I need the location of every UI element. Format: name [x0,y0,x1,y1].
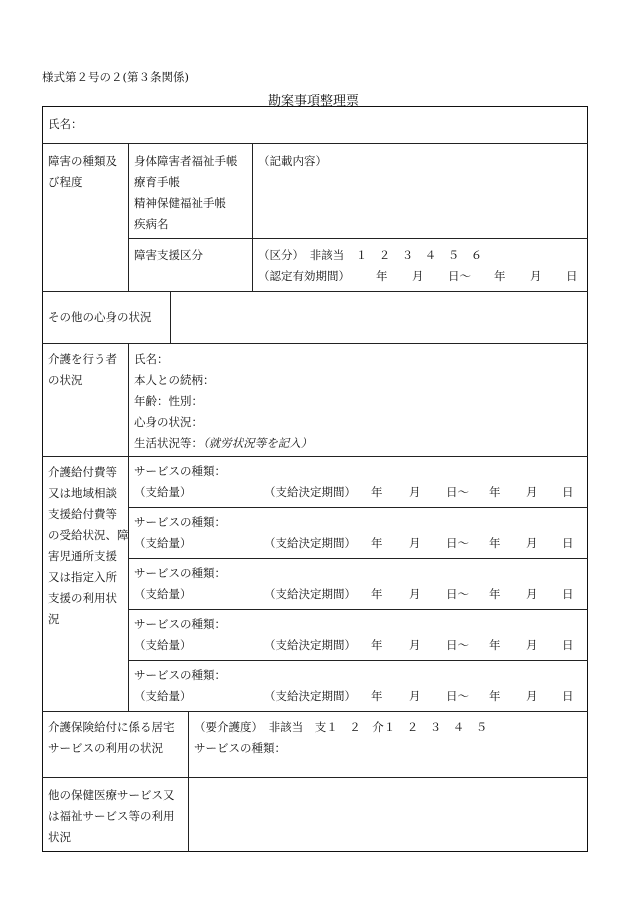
row-divider [42,291,588,292]
subrow-divider [128,238,588,239]
subrow-divider [128,558,588,559]
subrow-divider [128,609,588,610]
validity-period: （認定有効期間） 年 月 日〜 年 月 日 [258,269,578,283]
care-level-line: （要介護度） 非該当 支１ ２ 介１ ２ ３ ４ ５ [194,720,488,734]
notebook-list [134,151,238,235]
support-category-label: 障害支援区分 [134,248,203,262]
col-divider [252,143,253,291]
notebook-item: 身体障害者福祉手帳 [134,154,238,168]
form-reference: 様式第２号の２(第３条関係) [42,70,189,84]
name-label: 氏名： [48,117,83,131]
form-title: 勘案事項整理票 [268,94,360,109]
caregiver-fields: 氏名： 本人との続柄： 年齢：性別： 心身の状況： 生活状況等：（就労状況等を記入） [134,352,313,450]
row-divider [42,711,588,712]
row-divider [42,343,588,344]
disability-label: 障害の種類及 び程度 [48,154,117,189]
benefits-label: 介護給付費等 又は地域相談 支援給付費等 の受給状況、障 害児通所支援 又は指定入所 支援の利用状 況 [48,465,129,626]
row-divider [42,143,588,144]
other-services-label: 他の保健医療サービス又 は福祉サービス等の利用 状況 [48,788,175,844]
subrow-divider [128,507,588,508]
ltc-service-type: サービスの種類： [194,741,286,755]
notebook-item: 疾病名 [134,217,169,231]
subrow-divider [128,660,588,661]
notebook-item: 療育手帳 [134,175,180,189]
col-divider [170,291,171,343]
caregiver-label: 介護を行う者 の状況 [48,352,117,387]
other-condition-label: その他の心身の状況 [48,310,152,324]
ltc-label: 介護保険給付に係る居宅 サービスの利用の状況 [48,720,175,755]
notebook-item: 精神保健福祉手帳 [134,196,226,210]
ltc-details [194,717,487,759]
col-divider [188,711,189,852]
category-options: （区分） 非該当 １ ２ ３ ４ ５ ６ [258,248,483,262]
life-note: （就労状況等を記入） [203,436,313,450]
row-divider [42,777,588,778]
row-divider [42,456,588,457]
col-divider [128,143,129,291]
content-label: （記載内容） [258,154,327,168]
